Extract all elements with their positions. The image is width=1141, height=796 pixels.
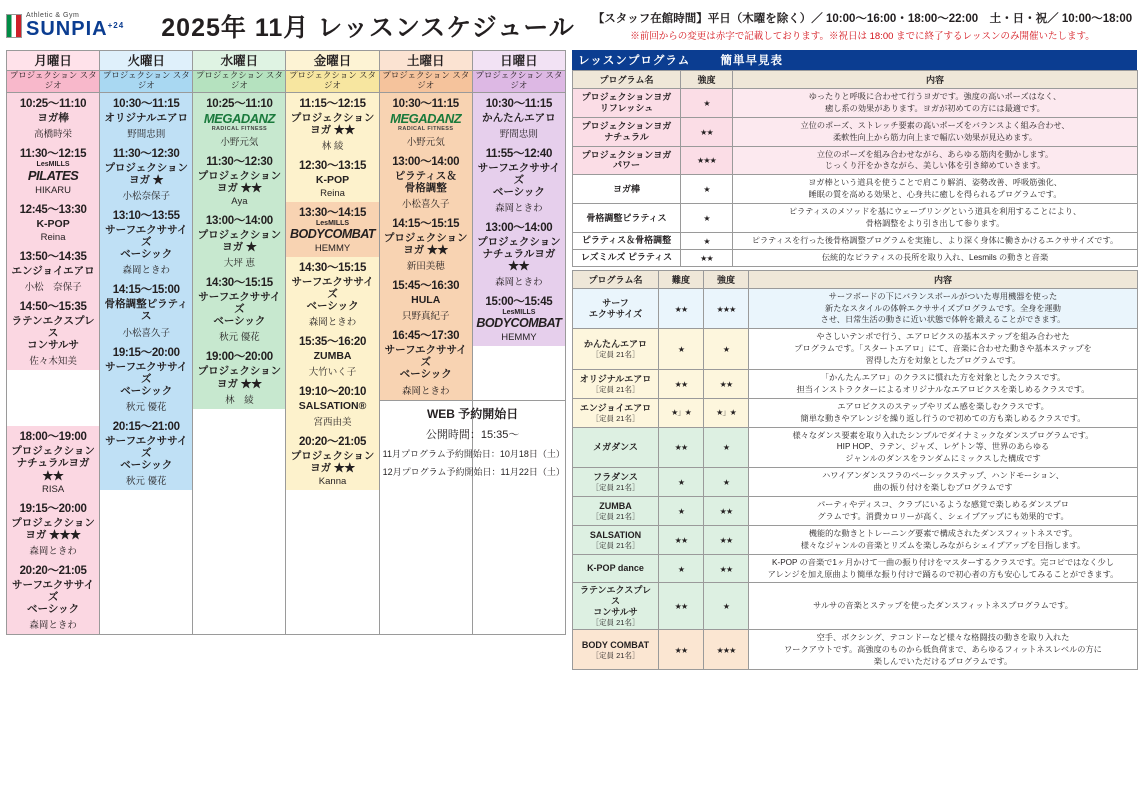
program-description: ヨガ棒という道具を使うことで肩こり解消、姿勢改善、呼吸筋強化、 睡眠の質を高める効果と、心身共に癒しを得られるプログラムです。 <box>733 175 1138 204</box>
program-header-main: レッスンプログラム <box>578 55 691 67</box>
program-row <box>573 554 1138 583</box>
program-row <box>573 175 1138 204</box>
lesson-time: 10:25～11:10 <box>19 98 87 110</box>
page-title: 2025年 11月 レッスンスケジュール <box>161 14 575 42</box>
program-name: フラダンス ［定員 21名］ <box>576 472 655 492</box>
program-intensity: ★」★ <box>704 398 749 427</box>
lesson-cell[interactable]: 14:15～15:00 骨格調整ピラティス 小松喜久子 <box>100 279 192 341</box>
day-column-tue <box>100 93 193 635</box>
program-name: オリジナルエアロ ［定員 21名］ <box>576 374 655 394</box>
day-header-tue: 火曜日 <box>100 51 193 71</box>
lesson-time: 14:30～15:15 <box>205 277 273 290</box>
lesson-instructor: Aya <box>231 196 248 208</box>
lesson-cell[interactable]: 19:00～20:00 プロジェクション ヨガ ★★ 林 綾 <box>193 346 285 408</box>
program-row <box>573 117 1138 146</box>
program-name: プロジェクションヨガ パワー <box>581 149 672 171</box>
lesson-cell[interactable]: 13:50～14:35 エンジョイエアロ 小松 奈保子 <box>7 246 99 296</box>
lesson-cell[interactable]: 10:30～11:15 かんたんエアロ 野間忠則 <box>473 93 565 143</box>
program-row <box>573 629 1138 670</box>
program-description: 「かんたんエアロ」のクラスに慣れた方を対象としたクラスです。 担当インストラクターによるオリジナルなエアロビクスを楽しめるクラスです。 <box>749 370 1138 399</box>
program-difficulty: ★★ <box>659 629 704 670</box>
lesson-instructor: 森岡ときわ <box>29 619 77 631</box>
lesson-instructor: 秋元 優花 <box>125 475 167 487</box>
lesson-instructor: 小松 奈保子 <box>24 282 82 294</box>
program-description: 様々なダンス要素を取り入れたシンプルでダイナミックなダンスプログラムです。 HIP HOP、ラテン、ジャズ、レゲトン等、世界のあらゆる ジャンルのダンスをランダムにミックスした構成です <box>749 427 1138 468</box>
col-intensity: 強度 <box>681 71 733 89</box>
program-difficulty: ★★ <box>659 583 704 629</box>
lesson-cell[interactable]: 10:30～11:15 MEGADANZ RADICAL FITNESS 小野元気 <box>380 93 472 151</box>
lesson-cell[interactable]: 10:30～11:15 オリジナルエアロ 野間忠則 <box>100 93 192 143</box>
day-column-mon <box>7 93 100 635</box>
program-name: ラテンエクスプレス コンサルサ ［定員 21名］ <box>576 585 655 626</box>
lesson-time: 10:30～11:15 <box>485 98 553 110</box>
lesson-time: 14:30～15:15 <box>299 261 367 274</box>
lesson-instructor: HEMMY <box>501 331 537 343</box>
program-capacity: ［定員 21名］ <box>591 413 640 423</box>
lesson-cell[interactable]: 13:00～14:00 プロジェクション ヨガ ★ 大坪 恵 <box>193 210 285 272</box>
lesson-cell[interactable]: 20:15～21:00 サーフエクササイズ ベーシック 秋元 優花 <box>100 416 192 490</box>
web-nov-date: 11月プログラム予約開始日：10月18日（土） <box>382 448 565 459</box>
col-program-name: プログラム名 <box>573 71 681 89</box>
program-capacity: ［定員 21名］ <box>591 483 640 493</box>
lesson-time: 10:25～11:10 <box>206 98 273 110</box>
lesson-time: 11:55～12:40 <box>485 148 553 161</box>
lesson-instructor: 高橋時栄 <box>34 129 73 141</box>
lesson-time: 13:10～13:55 <box>112 210 180 223</box>
lesson-time: 19:10～20:10 <box>299 385 367 398</box>
studio-tue: プロジェクション スタジオ <box>100 71 193 93</box>
lesson-instructor: HIKARU <box>35 185 72 197</box>
lesson-cell[interactable]: 20:20～21:05 サーフエクササイズ ベーシック 森岡ときわ <box>7 560 99 634</box>
program-name: レズミルズ ピラティス <box>580 252 673 263</box>
web-reservation-title: WEB 予約開始日 <box>426 406 519 421</box>
page-header <box>6 4 1135 48</box>
lesson-time: 10:30～11:15 <box>392 98 459 110</box>
program-panel <box>572 50 1137 670</box>
program-row <box>573 249 1138 266</box>
lesson-instructor: 小松奈保子 <box>122 191 170 203</box>
program-header-sub: 簡単早見表 <box>720 55 783 67</box>
brand-logo <box>6 4 146 48</box>
lesson-instructor: 只野真紀子 <box>401 311 450 323</box>
program-description: 立位のポーズ、ストレッチ要素の高いポーズをバランスよく組み合わせ、 柔軟性向上から筋力向上まで幅広い効果が見込めます。 <box>733 117 1138 146</box>
lesson-cell[interactable]: 19:10～20:10 SALSATION® 宮西由美 <box>286 381 378 431</box>
program-intensity: ★★ <box>704 497 749 526</box>
lesson-cell[interactable]: 14:30～15:15 サーフエクササイズ ベーシック 森岡ときわ <box>286 257 378 331</box>
lesson-time: 11:30～12:30 <box>206 156 273 168</box>
day-header-fri: 金曜日 <box>286 51 379 71</box>
header-notes <box>590 4 1135 48</box>
col-difficulty: 難度 <box>659 270 704 288</box>
lesson-instructor: 林 綾 <box>321 141 344 153</box>
studio-sat: プロジェクション スタジオ <box>379 71 472 93</box>
studio-sun: プロジェクション スタジオ <box>472 71 565 93</box>
lesson-time: 12:30～13:15 <box>299 160 367 173</box>
lesson-instructor: 小野元気 <box>406 137 445 148</box>
lesson-instructor: 小野元気 <box>220 137 259 148</box>
program-description: ゆったりと呼吸に合わせて行うヨガです。強度の高いポーズはなく、 癒し系の効果があります。ヨガが初めての方には最適です。 <box>733 89 1138 118</box>
lesson-time: 15:35～16:20 <box>299 335 367 348</box>
program-intensity: ★ <box>704 329 749 370</box>
lesson-instructor: 野間忠則 <box>499 129 538 141</box>
program-intensity: ★ <box>704 427 749 468</box>
lesson-time: 15:45～16:30 <box>392 280 460 293</box>
program-intensity: ★★★ <box>681 146 733 175</box>
lesson-cell[interactable]: 13:00～14:00 ピラティス＆ 骨格調整 小松喜久子 <box>380 151 472 213</box>
program-difficulty: ★ <box>659 497 704 526</box>
lesson-instructor: RISA <box>41 483 65 495</box>
empty-cell <box>7 370 99 426</box>
lesson-cell[interactable]: 16:45～17:30 サーフエクササイズ ベーシック 森岡ときわ <box>380 325 472 399</box>
lesson-time: 13:00～14:00 <box>392 156 460 168</box>
program-name: ヨガ棒 <box>612 183 640 194</box>
program-intensity: ★★ <box>704 370 749 399</box>
program-row <box>573 583 1138 629</box>
program-row <box>573 497 1138 526</box>
lesson-cell[interactable]: 15:35～16:20 ZUMBA 大竹いく子 <box>286 331 378 381</box>
lesson-instructor: 森岡ときわ <box>29 545 77 557</box>
web-dec-date: 12月プログラム予約開始日：11月22日（土） <box>382 466 565 477</box>
program-row <box>573 398 1138 427</box>
program-name: ZUMBA ［定員 21名］ <box>576 501 655 521</box>
program-name: サーフ エクササイズ <box>588 297 643 319</box>
lesson-time: 19:15～20:00 <box>112 346 180 359</box>
lesson-time: 14:50～15:35 <box>19 301 87 314</box>
program-description: 空手、ボクシング、テコンドーなど様々な格闘技の動きを取り入れた ワークアウトです。高強度のものから低負荷まで、あらゆるフィットネスレベルの方に 楽しんでいただけるプログラムです。 <box>749 629 1138 670</box>
lesson-time: 14:15～15:15 <box>392 218 460 231</box>
program-name: プロジェクションヨガ リフレッシュ <box>581 92 672 113</box>
day-header-row <box>7 51 566 71</box>
lesson-time: 19:00～20:00 <box>205 351 273 364</box>
program-intensity: ★ <box>704 468 749 497</box>
lesson-cell[interactable]: 13:30～14:15 LesMILLS BODYCOMBAT HEMMY <box>286 202 378 256</box>
brand-badge: +24 <box>107 20 125 30</box>
program-row <box>573 89 1138 118</box>
lesson-time: 20:20～21:05 <box>19 564 87 577</box>
program-table-2 <box>572 270 1138 671</box>
lesson-cell[interactable]: 10:25～11:10 MEGADANZ RADICAL FITNESS 小野元気 <box>193 93 285 151</box>
staff-hours: 【スタッフ在館時間】平日（木曜を除く）／ 10:00～16:00・18:00～22:00 土・日・祝／ 10:00～18:00 <box>592 13 1133 25</box>
lesson-cell[interactable]: 11:30～12:15 LesMILLS PILATES HIKARU <box>7 143 99 199</box>
col-description: 内容 <box>749 270 1138 288</box>
program-description: ハワイアンダンスフラのベーシックステップ、ハンドモーション、 曲の振り付けを楽しむプログラムです <box>749 468 1138 497</box>
day-column-fri <box>286 93 379 635</box>
lesson-instructor: 小松喜久子 <box>122 327 170 339</box>
program-row <box>573 427 1138 468</box>
program-capacity: ［定員 21名］ <box>591 540 640 550</box>
change-notice: ※前回からの変更は赤字で記載しております。※祝日は 18:00 までに終了するレッスンのみ開催いたします。 <box>630 31 1095 42</box>
program-intensity: ★ <box>681 89 733 118</box>
lesson-time: 13:50～14:35 <box>19 251 87 264</box>
lesson-time: 18:00～19:00 <box>19 431 87 444</box>
lesson-time: 13:30～14:15 <box>299 207 367 220</box>
program-intensity: ★★ <box>681 117 733 146</box>
program-intensity: ★ <box>681 175 733 204</box>
program-table-1-header <box>573 71 1138 89</box>
lesson-cell[interactable]: 15:00～15:45 LesMILLS BODYCOMBAT HEMMY <box>473 291 565 345</box>
program-description: ピラティスのメソッドを基にウェーブリングという道具を利用することにより、 骨格調整をより引き出して参ります。 <box>733 204 1138 233</box>
program-intensity: ★★ <box>704 554 749 583</box>
program-name: かんたんエアロ ［定員 21名］ <box>576 339 655 359</box>
program-intensity: ★★★ <box>704 629 749 670</box>
lesson-cell[interactable]: 18:00～19:00 プロジェクション ナチュラルヨガ★★ RISA <box>7 426 99 497</box>
program-intensity: ★★ <box>681 249 733 266</box>
lesson-cell[interactable]: 12:30～13:15 K-POP Reina <box>286 155 378 202</box>
lesson-instructor: 新田美穂 <box>406 261 445 273</box>
lesson-instructor: 秋元 優花 <box>219 332 260 344</box>
lesson-instructor: Reina <box>320 188 345 200</box>
program-name: エンジョイエアロ ［定員 21名］ <box>576 403 655 423</box>
program-name: メガダンス <box>593 442 638 453</box>
lesson-time: 11:30～12:30 <box>113 148 180 161</box>
program-difficulty: ★ <box>659 554 704 583</box>
lesson-cell[interactable]: 11:30～12:30 プロジェクション ヨガ ★ 小松奈保子 <box>100 143 192 205</box>
studio-mon: プロジェクション スタジオ <box>7 71 100 93</box>
col-intensity: 強度 <box>704 270 749 288</box>
lesson-time: 12:45～13:30 <box>19 204 87 217</box>
program-capacity: ［定員 21名］ <box>591 511 640 521</box>
lesson-time: 20:20～21:05 <box>299 435 367 448</box>
lesson-instructor: 宮西由美 <box>313 416 352 428</box>
brand-name: SUNPIA+24 <box>26 18 125 41</box>
lesson-cell[interactable]: 14:15～15:15 プロジェクション ヨガ ★★ 新田美穂 <box>380 213 472 275</box>
program-capacity: ［定員 21名］ <box>591 650 640 660</box>
lesson-time: 11:30～12:15 <box>19 148 87 161</box>
lesson-instructor: 佐々木知美 <box>29 356 77 368</box>
program-row <box>573 370 1138 399</box>
lesson-instructor: 大竹いく子 <box>308 366 357 378</box>
day-column-wed <box>193 93 286 635</box>
lesson-cell[interactable]: 12:45～13:30 K-POP Reina <box>7 199 99 246</box>
program-description: 立位のポーズを組み合わせながら、あらゆる筋肉を動かします。 じっくり汗をかきながら、美しい体を引き締めていきます。 <box>733 146 1138 175</box>
program-description: 伝統的なピラティスの長所を取り入れ、Lesmils の動きと音楽 <box>733 249 1138 266</box>
program-description: ピラティスを行った後骨格調整プログラムを実施し、より深く身体に働きかけるエクササイズです。 <box>733 232 1138 249</box>
lesson-instructor: 秋元 優花 <box>125 401 167 413</box>
lesson-cell[interactable]: 11:15～12:15 プロジェクション ヨガ ★★ 林 綾 <box>286 93 378 155</box>
lesson-instructor: 森岡ときわ <box>401 385 450 397</box>
lesson-time: 11:15～12:15 <box>299 98 366 110</box>
day-header-sat: 土曜日 <box>379 51 472 71</box>
lesson-instructor: 大坪 恵 <box>223 258 255 270</box>
program-name: K-POP dance <box>587 563 644 574</box>
lesson-cell[interactable]: 13:10～13:55 サーフエクササイズ ベーシック 森岡ときわ <box>100 205 192 279</box>
program-capacity: ［定員 21名］ <box>591 350 640 360</box>
program-description: エアロビクスのステップやリズム感を楽しむクラスです。 簡単な動きやアレンジを繰り返し行うので初めての方も楽しめるクラスです。 <box>749 398 1138 427</box>
program-name: BODY COMBAT ［定員 21名］ <box>576 640 655 660</box>
col-description: 内容 <box>733 71 1138 89</box>
program-row <box>573 232 1138 249</box>
italy-flag-icon <box>6 14 22 38</box>
program-table-2-header <box>573 270 1138 288</box>
program-intensity: ★ <box>681 204 733 233</box>
lesson-instructor: 森岡ときわ <box>495 277 543 289</box>
day-header-mon: 月曜日 <box>7 51 100 71</box>
lesson-instructor: 森岡ときわ <box>308 316 357 328</box>
studio-wed: プロジェクション スタジオ <box>193 71 286 93</box>
lesson-instructor: 森岡ときわ <box>495 203 543 215</box>
lesson-instructor: 林 綾 <box>225 394 254 406</box>
lesson-cell[interactable]: 15:45～16:30 HULA 只野真紀子 <box>380 275 472 325</box>
lesson-time: 15:00～15:45 <box>485 296 553 309</box>
lesson-time: 19:15～20:00 <box>19 502 87 515</box>
lesson-cell[interactable]: 19:15～20:00 プロジェクション ヨガ ★★★ 森岡ときわ <box>7 498 99 560</box>
program-description: 機能的な動きとトレーニング要素で構成されたダンスフィットネスです。 様々なジャンルの音楽とリズムを楽しみながらシェイプアップを目指します。 <box>749 525 1138 554</box>
program-name: プロジェクションヨガ ナチュラル <box>581 120 672 142</box>
program-intensity: ★★★ <box>704 288 749 329</box>
lesson-cell[interactable]: 14:50～15:35 ラテンエクスプレス コンサルサ 佐々木知美 <box>7 296 99 370</box>
program-difficulty: ★★ <box>659 370 704 399</box>
program-panel-header <box>572 50 1137 70</box>
studio-row <box>7 71 566 93</box>
lesson-instructor: Reina <box>40 232 66 244</box>
lesson-columns-row <box>7 93 566 635</box>
program-row <box>573 146 1138 175</box>
program-description: やさしいテンポで行う、エアロビクスの基本ステップを組み合わせた プログラムです。「スタートエアロ」にて、音楽に合わせた動きや基本ステップを 習得した方を対象としたプログラムです。 <box>749 329 1138 370</box>
program-difficulty: ★」★ <box>659 398 704 427</box>
program-description: サルサの音楽とステップを使ったダンスフィットネスプログラムです。 <box>749 583 1138 629</box>
col-program-name: プログラム名 <box>573 270 659 288</box>
lesson-instructor: Kanna <box>318 476 347 488</box>
program-row <box>573 329 1138 370</box>
program-table-1 <box>572 70 1138 267</box>
program-difficulty: ★★ <box>659 525 704 554</box>
program-capacity: ［定員 21名］ <box>591 617 640 627</box>
studio-fri: プロジェクション スタジオ <box>286 71 379 93</box>
program-name: SALSATION ［定員 21名］ <box>576 530 655 550</box>
lesson-cell[interactable]: 20:20～21:05 プロジェクション ヨガ ★★ Kanna <box>286 431 378 490</box>
day-header-sun: 日曜日 <box>472 51 565 71</box>
lesson-time: 10:30～11:15 <box>113 98 180 110</box>
program-difficulty: ★★ <box>659 427 704 468</box>
lesson-instructor: 野間忠則 <box>127 129 166 141</box>
program-description: パーティやディスコ、クラブにいるような感覚で楽しめるダンスプロ グラムです。消費カロリーが高く、シェイプアップにも効果的です。 <box>749 497 1138 526</box>
program-row <box>573 525 1138 554</box>
lesson-instructor: 森岡ときわ <box>122 265 170 277</box>
program-row <box>573 204 1138 233</box>
program-difficulty: ★★ <box>659 288 704 329</box>
lesson-time: 14:15～15:00 <box>112 284 180 297</box>
program-difficulty: ★ <box>659 329 704 370</box>
brand-subtitle: Athletic & Gym <box>26 11 80 19</box>
lesson-cell[interactable]: 14:30～15:15 サーフエクササイズ ベーシック 秋元 優花 <box>193 272 285 346</box>
program-intensity: ★ <box>704 583 749 629</box>
program-description: サーフボードの下にバランスボールがついた専用機器を使った 新たなスタイルの体幹エクササイズプログラムです。全身を運動 させ、日常生活の動きに近い状態で体幹を鍛えることができます。 <box>749 288 1138 329</box>
web-open-time: 公開時間：15:35～ <box>425 428 520 441</box>
lesson-time: 13:00～14:00 <box>485 222 553 235</box>
lesson-time: 16:45～17:30 <box>392 330 460 343</box>
lesson-cell[interactable]: 13:00～14:00 プロジェクション ナチュラルヨガ ★★ 森岡ときわ <box>473 217 565 291</box>
program-name: 骨格調整ピラティス <box>586 212 667 223</box>
lesson-cell[interactable]: 11:30～12:30 プロジェクション ヨガ ★★ Aya <box>193 151 285 210</box>
lesson-instructor: 小松喜久子 <box>401 199 450 211</box>
program-intensity: ★★ <box>704 525 749 554</box>
lesson-instructor: HEMMY <box>314 242 351 254</box>
program-capacity: ［定員 21名］ <box>591 384 640 394</box>
schedule-table <box>6 50 566 635</box>
lesson-cell[interactable]: 11:55～12:40 サーフエクササイズ ベーシック 森岡ときわ <box>473 143 565 217</box>
day-column-sun <box>472 93 565 635</box>
program-description: K-POP の音楽で1ヶ月かけて一曲の振り付けをマスターするクラスです。完コピではなく少し アレンジを加え原曲より簡単な振り付けで踊るので初心者の方も安心してみることができます。 <box>749 554 1138 583</box>
program-name: ピラティス＆骨格調整 <box>581 235 672 246</box>
program-row <box>573 468 1138 497</box>
program-difficulty: ★ <box>659 468 704 497</box>
program-row <box>573 288 1138 329</box>
lesson-time: 20:15～21:00 <box>112 420 180 433</box>
day-header-wed: 水曜日 <box>193 51 286 71</box>
lesson-cell[interactable]: 19:15～20:00 サーフエクササイズ ベーシック 秋元 優花 <box>100 342 192 416</box>
lesson-cell[interactable]: 10:25～11:10 ヨガ棒 高橋時栄 <box>7 93 99 143</box>
program-intensity: ★ <box>681 232 733 249</box>
lesson-time: 13:00～14:00 <box>205 215 273 228</box>
